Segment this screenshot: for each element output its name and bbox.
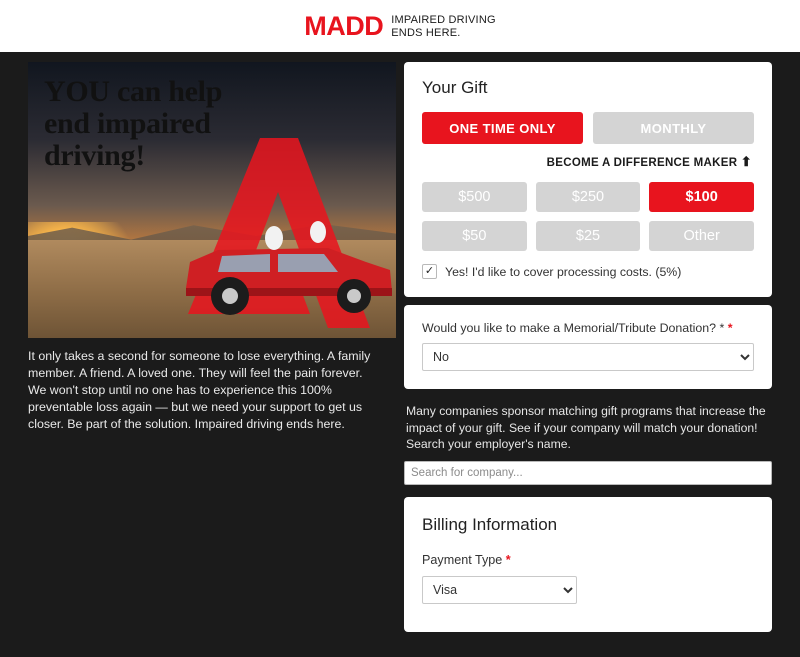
hero-headline: YOU can help end impaired driving!	[44, 75, 223, 172]
cover-processing-costs-row[interactable]	[422, 264, 754, 279]
amount-button-group	[422, 182, 754, 251]
hero-body-text: It only takes a second for someone to lose everything. A family member. A friend. A loved one. They will feel the pain forever. We won't stop until no one has to experience this 100% preventable loss again — but we need your support to get us closer. Be part of the solution. Impaired driving ends here.	[28, 349, 371, 431]
memorial-question-label	[422, 321, 754, 335]
logo-tagline-line1: IMPAIRED DRIVING	[391, 13, 496, 26]
amount-button-25[interactable]: $25	[536, 221, 641, 251]
cover-costs-label: Yes! I'd like to cover processing costs. (5%)	[445, 264, 682, 279]
frequency-toggle-group	[422, 112, 754, 144]
madd-logo[interactable]	[304, 10, 496, 41]
your-gift-title: Your Gift	[422, 78, 488, 97]
memorial-question-text: Would you like to make a Memorial/Tribute Donation? *	[422, 321, 725, 335]
logo-tagline	[391, 13, 495, 40]
logo-tagline-line2: ENDS HERE.	[391, 26, 461, 39]
payment-type-label	[422, 553, 754, 567]
amount-button-other[interactable]: Other	[649, 221, 754, 251]
cover-costs-checkbox[interactable]: ✓	[422, 264, 437, 279]
amount-button-500[interactable]: $500	[422, 182, 527, 212]
become-difference-maker-note[interactable]	[422, 154, 752, 170]
required-asterisk-icon: *	[727, 321, 733, 335]
company-search-input[interactable]	[404, 461, 772, 485]
hero-image	[28, 62, 396, 338]
billing-information-title: Billing Information	[422, 514, 558, 534]
right-column	[404, 62, 772, 632]
your-gift-card	[404, 62, 772, 297]
payment-type-select[interactable]	[422, 576, 577, 604]
frequency-one-time-button[interactable]: ONE TIME ONLY	[422, 112, 583, 144]
frequency-monthly-button[interactable]: MONTHLY	[593, 112, 754, 144]
amount-button-50[interactable]: $50	[422, 221, 527, 251]
billing-information-card	[404, 497, 772, 632]
memorial-donation-select[interactable]	[422, 343, 754, 371]
arrow-up-icon: ⬆	[740, 154, 752, 169]
memorial-donation-card	[404, 305, 772, 389]
payment-required-asterisk-icon: *	[505, 552, 511, 567]
payment-type-label-text: Payment Type	[422, 552, 503, 567]
matching-gift-text: Many companies sponsor matching gift programs that increase the impact of your gift. See if your company will match your donation! Search your employer's name.	[406, 404, 766, 451]
difference-maker-label: BECOME A DIFFERENCE MAKER	[546, 157, 738, 169]
left-column	[28, 62, 396, 433]
hero-car	[178, 210, 396, 320]
logo-wordmark: MADD	[304, 10, 384, 41]
amount-button-100[interactable]: $100	[649, 182, 754, 212]
amount-button-250[interactable]: $250	[536, 182, 641, 212]
site-header	[0, 0, 800, 52]
